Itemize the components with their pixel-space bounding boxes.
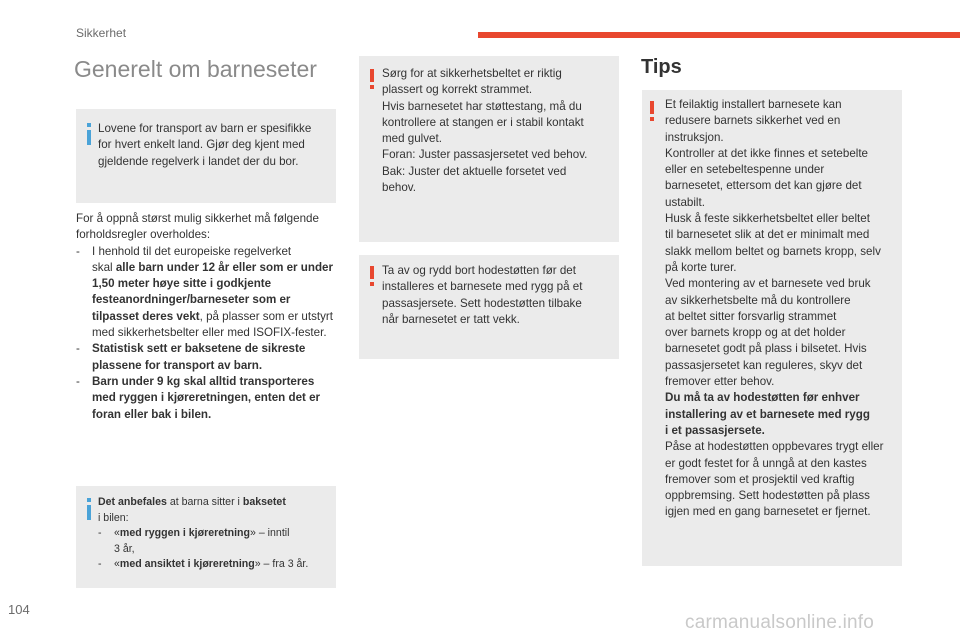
page-number: 104 xyxy=(8,602,30,617)
list-item: - Statistisk sett er baksetene de sikreste plassene for transport av barn. xyxy=(76,342,306,372)
page-title: Generelt om barneseter xyxy=(74,56,317,82)
list-item: - Barn under 9 kg skal alltid transporteres med ryggen i kjøreretningen, enten det er foran eller bak i bilen. xyxy=(76,374,321,421)
info-box-laws-text: Lovene for transport av barn er spesifikke for hvert enkelt land. Gjør deg kjent med gjeldende regelverk i landet der du bor. xyxy=(98,122,312,168)
header-accent-bar xyxy=(478,32,960,38)
warning-icon xyxy=(370,266,374,286)
watermark: carmanualsonline.info xyxy=(685,612,875,633)
warning-icon xyxy=(370,69,374,89)
tips-box-text: Et feilaktig installert barnesete kan redusere barnets sikkerhet ved en instruksjon. Kontroller at det ikke finnes et setebelte eller en setebeltespenne under barnesetet, ettersom det kan gjøre det ustabilt. Husk å feste sikkerhetsbeltet eller beltet til barnesetet slik at det er minimalt med slakk mellom beltet og barnets kropp, selv på korte turer. Ved montering av et barnesete ved bruk av sikkerhetsbelte må du kontrollere at beltet sitter forsvarlig strammet over barnets kropp og at det holder barnesetet godt på plass i bilsetet. Hvis passasjersetet kan reguleres, skyv det fremover etter behov. Du må ta av hodestøtten før enhver installering av et barnesete med rygg i et passasjersete. Påse at hodestøtten oppbevares trygt eller er godt festet for å unngå at den kastes fremover som et prosjektil ved kraftig oppbremsing. Sett hodestøtten på plass igjen med en gang barnesetet er fjernet. xyxy=(665,98,884,519)
body-text: For å oppnå størst mulig sikkerhet må følgende forholdsregler overholdes: - I henhold til det europeiske regelverket skal alle barn under 12 år eller som er under 1,50 meter høye sitte i godkjente festeanordninger/barneseter som er tilpasset deres vekt, på plasser som er utstyrt med sikkerhetsbelter eller med ISOFIX-fester. - Statistisk sett er baksetene de sikreste plassene for transport av barn. - Barn under 9 kg skal alltid transporteres med ryggen i kjøreretningen, enten det er foran eller bak i bilen. xyxy=(76,211,338,423)
info-box-recommendation xyxy=(76,486,336,588)
list-item: - I henhold til det europeiske regelverket skal alle barn under 12 år eller som er under 1,50 meter høye sitte i godkjente festeanordninger/barneseter som er tilpasset deres vekt, på plasser som er utstyrt med sikkerhetsbelter eller med ISOFIX-fester. xyxy=(76,244,333,340)
section-label: Sikkerhet xyxy=(76,26,127,40)
warning-box-seatbelt-text: Sørg for at sikkerhetsbeltet er riktig plassert og korrekt strammet. Hvis barnesetet har støttestang, må du kontrollere at stangen er i stabil kontakt med gulvet. Foran: Juster passasjersetet ved behov. Bak: Juster det aktuelle forsetet ved behov. xyxy=(382,67,588,195)
warning-box-seatbelt xyxy=(359,56,619,242)
tips-box xyxy=(642,90,902,566)
list-item: - «med ansiktet i kjøreretning» – fra 3 år. xyxy=(98,558,309,570)
info-icon xyxy=(87,123,91,145)
warning-box-headrest-text: Ta av og rydd bort hodestøtten før det installeres et barnesete med rygg på et passasjersete. Sett hodestøtten tilbake når barnesetet er tatt vekk. xyxy=(382,264,583,326)
info-box-recommendation-text: Det anbefales at barna sitter i baksetet i bilen: - «med ryggen i kjøreretning» – inntil 3 år, - «med ansiktet i kjøreretning» – fra 3 år. xyxy=(98,495,334,573)
warning-box-headrest xyxy=(359,255,619,359)
info-icon xyxy=(87,498,91,520)
warning-icon xyxy=(650,101,654,121)
info-box-laws xyxy=(76,109,336,203)
tips-title: Tips xyxy=(641,56,682,78)
list-item: - «med ryggen i kjøreretning» – inntil 3 år, xyxy=(98,527,290,555)
